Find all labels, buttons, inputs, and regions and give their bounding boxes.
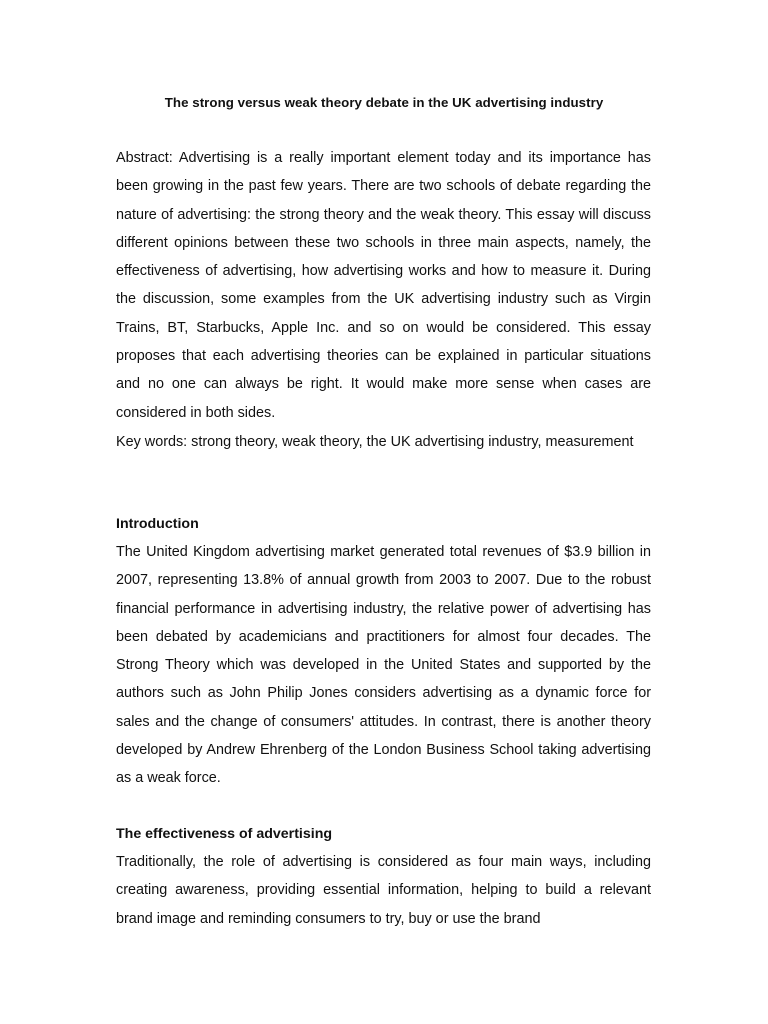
section-heading-introduction: Introduction <box>116 516 199 532</box>
introduction-text: The United Kingdom advertising market generated total revenues of $3.9 billion in 2007, representing 13.8% of annual growth from 2003 to 2007. Due to the robust financial performance in advertising industry, the relative power of advertising has been debated by academicians and practitioners for almost four decades. The Strong Theory which was developed in the United States and supported by the authors such as John Philip Jones considers advertising as a dynamic force for sales and the change of consumers' attitudes. In contrast, there is another theory developed by Andrew Ehrenberg of the London Business School taking advertising as a weak force. <box>116 544 651 787</box>
keywords-text: Key words: strong theory, weak theory, the UK advertising industry, measurement <box>116 434 634 450</box>
keywords-paragraph <box>116 428 651 456</box>
section-body-effectiveness <box>116 848 651 933</box>
effectiveness-text: Traditionally, the role of advertising is considered as four main ways, including creating awareness, providing essential information, helping to build a relevant brand image and reminding consumers to try, buy or use the brand <box>116 854 651 927</box>
document-title: The strong versus weak theory debate in the UK advertising industry <box>164 95 604 110</box>
abstract-text: Abstract: Advertising is a really important element today and its importance has been growing in the past few years. There are two schools of debate regarding the nature of advertising: the strong theory and the weak theory. This essay will discuss different opinions between these two schools in three main aspects, namely, the effectiveness of advertising, how advertising works and how to measure it. During the discussion, some examples from the UK advertising industry such as Virgin Trains, BT, Starbucks, Apple Inc. and so on would be considered. This essay proposes that each advertising theories can be explained in particular situations and no one can always be right. It would make more sense when cases are considered in both sides. <box>116 150 651 421</box>
section-body-introduction <box>116 538 651 793</box>
abstract-paragraph <box>116 144 651 427</box>
section-heading-effectiveness: The effectiveness of advertising <box>116 826 333 842</box>
